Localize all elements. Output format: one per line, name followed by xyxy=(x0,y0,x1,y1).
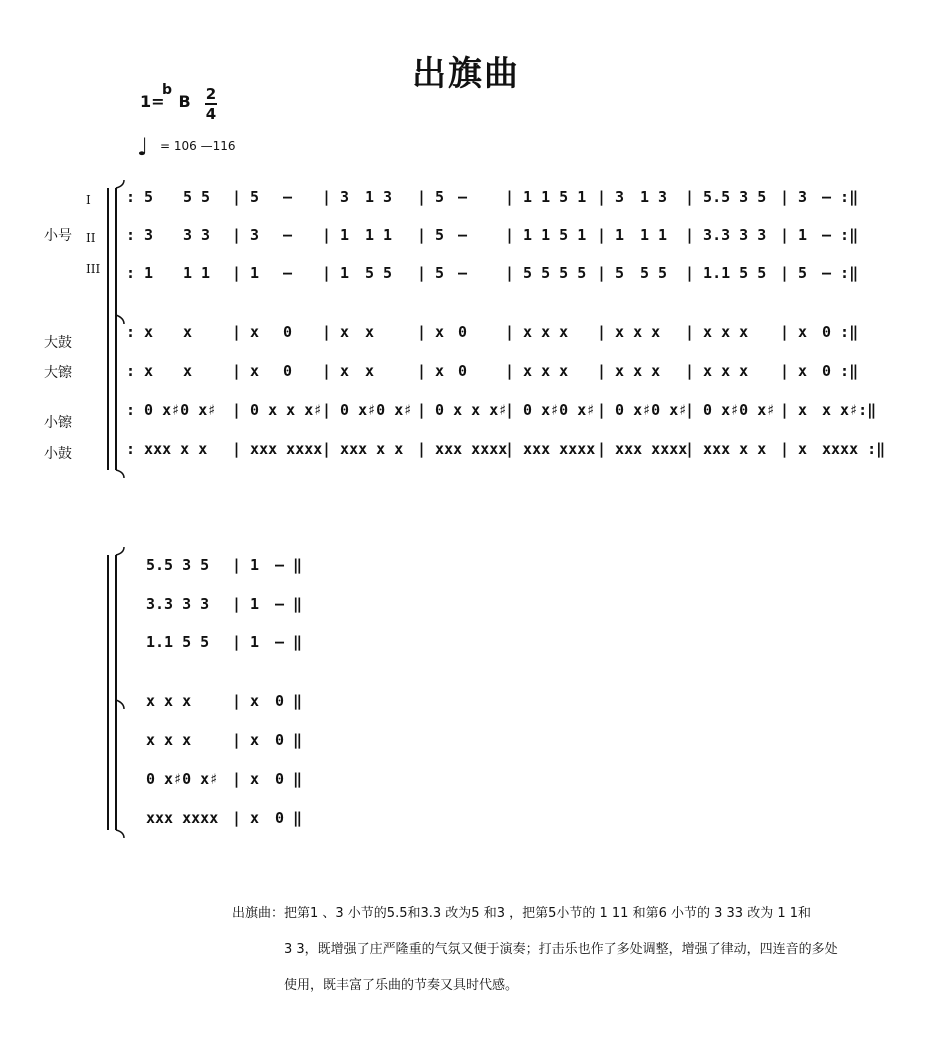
score-cell: x x x xyxy=(146,731,192,749)
score-cell: : 1 xyxy=(126,264,154,282)
score-cell: | 5 xyxy=(232,188,260,206)
score-cell: x xyxy=(183,323,193,341)
time-top: 2 xyxy=(205,85,217,103)
score-cell: | 5 5 5 5 xyxy=(505,264,587,282)
score-cell: | xxx xxxx xyxy=(232,440,323,458)
score-cell: x xyxy=(365,362,375,380)
score-cell: : xxx x x xyxy=(126,440,208,458)
score-cell: 1 1 xyxy=(183,264,211,282)
score-cell: | 0 x♯0 x♯ xyxy=(685,401,776,419)
score-cell: | x xyxy=(232,362,260,380)
score-cell: | x x x xyxy=(685,362,749,380)
system1-bracket xyxy=(108,188,116,470)
score-cell: 5.5 3 5 xyxy=(146,556,210,574)
score-cell: | 5 xyxy=(597,264,625,282)
score-cell: | x xyxy=(780,362,808,380)
score-cell: — ‖ xyxy=(275,633,303,651)
score-cell: | x xyxy=(780,323,808,341)
score-cell: | x xyxy=(780,440,808,458)
score-cell: | 1 xyxy=(322,226,350,244)
key-prefix: 1= xyxy=(140,92,165,111)
score-cell: 0 ‖ xyxy=(275,770,303,788)
score-cell: | 3 xyxy=(232,226,260,244)
score-cell: | xxx xxxx xyxy=(597,440,688,458)
score-cell: 5 5 xyxy=(183,188,211,206)
score-cell: 1 1 xyxy=(640,226,668,244)
score-cell: | x x x xyxy=(685,323,749,341)
score-cell: | x xyxy=(322,323,350,341)
annotation-note xyxy=(232,896,838,1004)
system2-bracket-top xyxy=(116,547,124,555)
score-cell: 3 3 xyxy=(183,226,211,244)
score-cell: | 3.3 3 3 xyxy=(685,226,767,244)
system2-brace-mid xyxy=(116,700,124,709)
label-trumpet-2: II xyxy=(86,231,96,245)
score-cell: x x x xyxy=(146,692,192,710)
system1-brace-mid xyxy=(116,315,124,324)
score-cell: | x xyxy=(322,362,350,380)
score-cell: — xyxy=(283,188,293,206)
score-cell: | x xyxy=(232,323,260,341)
score-cell: xxx xxxx xyxy=(146,809,219,827)
score-cell: 1 3 xyxy=(640,188,668,206)
score-cell: | 3 xyxy=(322,188,350,206)
score-cell: — xyxy=(283,226,293,244)
score-cell: | 0 x x x♯ xyxy=(417,401,508,419)
score-cell: : 3 xyxy=(126,226,154,244)
key-note: B xyxy=(178,92,191,111)
score-cell: | xxx xxxx xyxy=(505,440,596,458)
score-cell: | x x x xyxy=(505,323,569,341)
score-cell: 0 ‖ xyxy=(275,731,303,749)
system1-bracket-top xyxy=(116,180,124,188)
score-cell: 0 :‖ xyxy=(822,323,859,341)
score-cell: | x x x xyxy=(597,323,661,341)
time-bottom: 4 xyxy=(205,105,217,123)
score-cell: | 1 1 5 1 xyxy=(505,226,587,244)
score-cell: 5 5 xyxy=(365,264,393,282)
label-small-cymbal: 小镲 xyxy=(44,415,72,431)
label-trumpet: 小号 xyxy=(44,228,72,244)
score-cell: | 0 x♯0 x♯ xyxy=(322,401,413,419)
score-cell: 1 1 xyxy=(365,226,393,244)
score-cell: 0 ‖ xyxy=(275,809,303,827)
score-cell: | 1 xyxy=(597,226,625,244)
score-cell: x x♯:‖ xyxy=(822,401,877,419)
tempo-marking: = 106 —116 xyxy=(160,139,236,153)
score-cell: — :‖ xyxy=(822,188,859,206)
score-cell: : 0 x♯0 x♯ xyxy=(126,401,217,419)
score-cell: | x xyxy=(232,809,260,827)
score-cell: xxxx :‖ xyxy=(822,440,886,458)
score-cell: 0 xyxy=(283,362,293,380)
system2-bracket xyxy=(108,555,116,830)
quarter-note-icon: ♩ xyxy=(137,133,149,161)
score-cell: — ‖ xyxy=(275,595,303,613)
score-cell: 3.3 3 3 xyxy=(146,595,210,613)
flat-sign: b xyxy=(162,82,173,98)
score-cell: 0 xyxy=(458,323,468,341)
score-cell: | x xyxy=(232,692,260,710)
score-cell: x xyxy=(183,362,193,380)
score-cell: | 5.5 3 5 xyxy=(685,188,767,206)
score-cell: x xyxy=(365,323,375,341)
score-cell: | 1 xyxy=(232,595,260,613)
score-cell: 1.1 5 5 xyxy=(146,633,210,651)
score-cell: | 1.1 5 5 xyxy=(685,264,767,282)
score-cell: | 5 xyxy=(417,188,445,206)
score-cell: 0 xyxy=(458,362,468,380)
score-cell: | xxx xxxx xyxy=(417,440,508,458)
label-trumpet-1: I xyxy=(86,193,91,207)
score-cell: 0 ‖ xyxy=(275,692,303,710)
score-cell: — xyxy=(458,188,468,206)
note-line-3: 使用，既丰富了乐曲的节奏又具时代感。 xyxy=(284,978,519,993)
label-bass-drum: 大鼓 xyxy=(44,335,72,351)
score-cell: | 1 xyxy=(232,264,260,282)
score-cell: | 3 xyxy=(780,188,808,206)
score-cell: 5 5 xyxy=(640,264,668,282)
system2-bracket-bottom xyxy=(116,830,124,838)
score-cell: : x xyxy=(126,323,154,341)
score-cell: | x xyxy=(417,362,445,380)
score-cell: | 1 xyxy=(232,633,260,651)
note-line-2: 3 3，既增强了庄严隆重的气氛又便于演奏；打击乐也作了多处调整，增强了律动，四连音的多处 xyxy=(284,942,838,957)
score-cell: | 5 xyxy=(417,226,445,244)
note-line-1: 出旗曲：把第1 、3 小节的5.5和3.3 改为5 和3 ，把第5小节的 1 11 和第6 小节的 3 33 改为 1 1和 xyxy=(232,906,811,921)
system1-bracket-bottom xyxy=(116,470,124,478)
score-cell: : x xyxy=(126,362,154,380)
score-cell: — xyxy=(283,264,293,282)
score-cell: — :‖ xyxy=(822,226,859,244)
score-cell: — xyxy=(458,226,468,244)
score-cell: | 1 xyxy=(780,226,808,244)
score-cell: | x x x xyxy=(597,362,661,380)
page-title: 出旗曲 xyxy=(412,54,520,94)
label-snare-drum: 小鼓 xyxy=(44,446,72,462)
score-cell: | x x x xyxy=(505,362,569,380)
score-cell: | 5 xyxy=(417,264,445,282)
score-cell: | 0 x♯0 x♯ xyxy=(597,401,688,419)
score-cell: | xxx x x xyxy=(322,440,404,458)
score-cell: | 3 xyxy=(597,188,625,206)
score-cell: | x xyxy=(780,401,808,419)
score-cell: — :‖ xyxy=(822,264,859,282)
label-trumpet-3: III xyxy=(86,262,101,276)
score-cell: | x xyxy=(417,323,445,341)
score-cell: 1 3 xyxy=(365,188,393,206)
score-cell: | 1 1 5 1 xyxy=(505,188,587,206)
score-cell: | 5 xyxy=(780,264,808,282)
score-cell: | 0 x♯0 x♯ xyxy=(505,401,596,419)
label-cymbal: 大镲 xyxy=(44,365,72,381)
score-cell: | x xyxy=(232,770,260,788)
score-cell: | 1 xyxy=(232,556,260,574)
score-cell: | xxx x x xyxy=(685,440,767,458)
score-cell: | 1 xyxy=(322,264,350,282)
score-cell: 0 x♯0 x♯ xyxy=(146,770,219,788)
score-cell: — xyxy=(458,264,468,282)
score-cell: 0 xyxy=(283,323,293,341)
score-cell: : 5 xyxy=(126,188,154,206)
score-cell: — ‖ xyxy=(275,556,303,574)
score-cell: | 0 x x x♯ xyxy=(232,401,323,419)
score-cell: | x xyxy=(232,731,260,749)
score-cell: 0 :‖ xyxy=(822,362,859,380)
